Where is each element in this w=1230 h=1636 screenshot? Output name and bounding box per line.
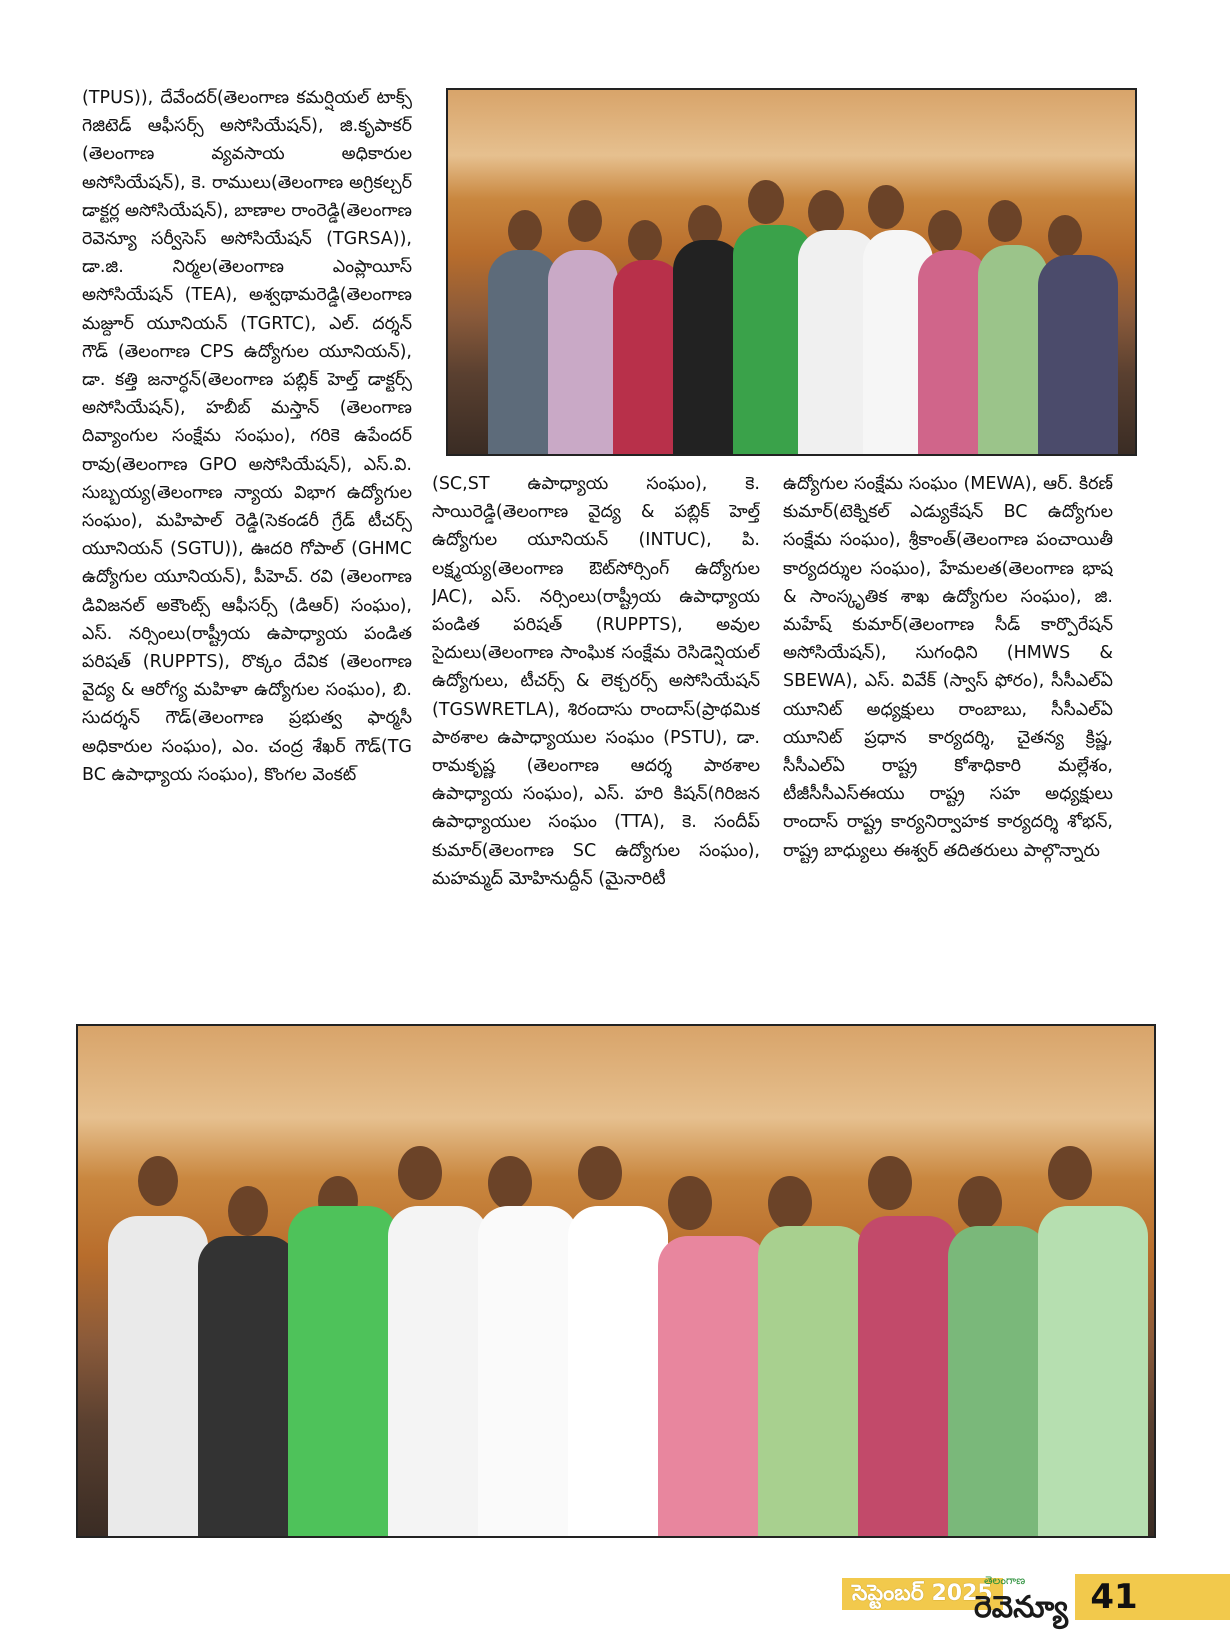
magazine-subtitle: తెలంగాణ xyxy=(984,1574,1026,1587)
group-photo-top xyxy=(446,88,1137,456)
page-number: 41 xyxy=(1075,1574,1153,1620)
article-column-1: (TPUS)), దేవేందర్(తెలంగాణ కమర్షియల్ టాక్స్ గెజిటెడ్ ఆఫీసర్స్ అసోసియేషన్), జి.కృపాకర్ (తెలంగాణ వ్యవసాయ అధికారుల అసోసియేషన్), కె. రాములు(తెలంగాణ అగ్రికల్చర్ డాక్టర్ల అసోసియేషన్), బాణాల రాంరెడ్డి(తెలంగాణ రెవెన్యూ సర్వీసెస్ అసోసియేషన్ (TGRSA)), డా.జి. నిర్మల(తెలంగాణ ఎంప్లాయీస్ అసోసియేషన్ (TEA), అశ్వథామరెడ్డి(తెలంగాణ మజ్దూర్ యూనియన్ (TGRTC), ఎల్. దర్శన్ గౌడ్ (తెలంగాణ CPS ఉద్యోగుల యూనియన్), డా. కత్తి జనార్ధన్(తెలంగాణ పబ్లిక్ హెల్త్ డాక్టర్స్ అసోసియేషన్), హబీబ్ మస్తాన్ (తెలంగాణ దివ్యాంగుల సంక్షేమ సంఘం), గరికె ఉపేందర్ రావు(తెలంగాణ GPO అసోసియేషన్), ఎస్.వి. సుబ్బయ్య(తెలంగాణ న్యాయ విభాగ ఉద్యోగుల సంఘం), మహిపాల్ రెడ్డి(సెకండరీ గ్రేడ్ టీచర్స్ యూనియన్ (SGTU)), ఊదరి గోపాల్ (GHMC ఉద్యోగుల యూనియన్), పీహెచ్. రవి (తెలంగాణ డివిజనల్ అకౌంట్స్ ఆఫీసర్స్ (డిఆర్) సంఘం), ఎస్. నర్సింలు(రాష్ట్రీయ ఉపాధ్యాయ పండిత పరిషత్ (RUPPTS), రొక్కం దేవిక (తెలంగాణ వైద్య & ఆరోగ్య మహిళా ఉద్యోగుల సంఘం), బి. సుదర్శన్ గౌడ్(తెలంగాణ ప్రభుత్వ ఫార్మసీ అధికారుల సంఘం), ఎం. చంద్ర శేఖర్ గౌడ్(TG BC ఉపాధ్యాయ సంఘం), కొంగల వెంకట్ xyxy=(82,88,412,785)
article-column-2: (SC,ST ఉపాధ్యాయ సంఘం), కె. సాయిరెడ్డి(తెలంగాణ వైద్య & పబ్లిక్ హెల్త్ ఉద్యోగుల యూనియన్ (INTUC), పి. లక్ష్మయ్య(తెలంగాణ ఔట్‌సోర్సింగ్ ఉద్యోగుల JAC), ఎస్. నర్సింలు(రాష్ట్రీయ ఉపాధ్యాయ పండిత పరిషత్ (RUPPTS), అవుల సైదులు(తెలంగాణ సాంఘిక సంక్షేమ రెసిడెన్షియల్ ఉద్యోగులు, టీచర్స్ & లెక్చరర్స్ అసోసియేషన్ (TGSWRETLA), శిరందాసు రాందాస్(ప్రాథమిక పాఠశాల ఉపాధ్యాయుల సంఘం (PSTU), డా. రామకృష్ణ (తెలంగాణ ఆదర్శ పాఠశాల ఉపాధ్యాయ సంఘం), ఎస్. హరి కిషన్(గిరిజన ఉపాధ్యాయుల సంఘం (TTA), కె. సందీప్ కుమార్(తెలంగాణ SC ఉద్యోగుల సంఘం), మహమ్మద్ మోహినుద్దీన్ (మైనారిటీ xyxy=(432,474,760,889)
group-photo-bottom xyxy=(76,1024,1156,1538)
article-column-3: ఉద్యోగుల సంక్షేమ సంఘం (MEWA), ఆర్. కిరణ్ కుమార్(టెక్నికల్ ఎడ్యుకేషన్ BC ఉద్యోగుల సంక్షేమ సంఘం), శ్రీకాంత్(తెలంగాణ పంచాయితీ కార్యదర్శుల సంఘం), హేమలత(తెలంగాణ భాష & సాంస్కృతిక శాఖ ఉద్యోగుల సంఘం), జి. మహేష్ కుమార్(తెలంగాణ సీడ్ కార్పొరేషన్ అసోసియేషన్), సుగంధిని (HMWS & SBEWA), ఎస్. వివేక్ (స్వాస్ ఫోరం), సీసీఎల్ఏ యూనిట్ అధ్యక్షులు రాంబాబు, సీసీఎల్ఏ యూనిట్ ప్రధాన కార్యదర్శి, చైతన్య క్రిష్ణ, సీసీఎల్ఏ రాష్ట్ర కోశాధికారి మల్లేశం, టీజీసీసీఎస్ఈయు రాష్ట్ర సహ అధ్యక్షులు రాందాస్ రాష్ట్ర కార్యనిర్వాహక కార్యదర్శి శోభన్, రాష్ట్ర బాధ్యులు ఈశ్వర్ తదితరులు పాల్గొన్నారు xyxy=(783,474,1113,861)
magazine-name: రెవెన్యూ xyxy=(974,1590,1068,1625)
issue-date-badge: సెప్టెంబర్ 2025 xyxy=(842,1578,1003,1610)
page-number-band xyxy=(1153,1574,1230,1620)
